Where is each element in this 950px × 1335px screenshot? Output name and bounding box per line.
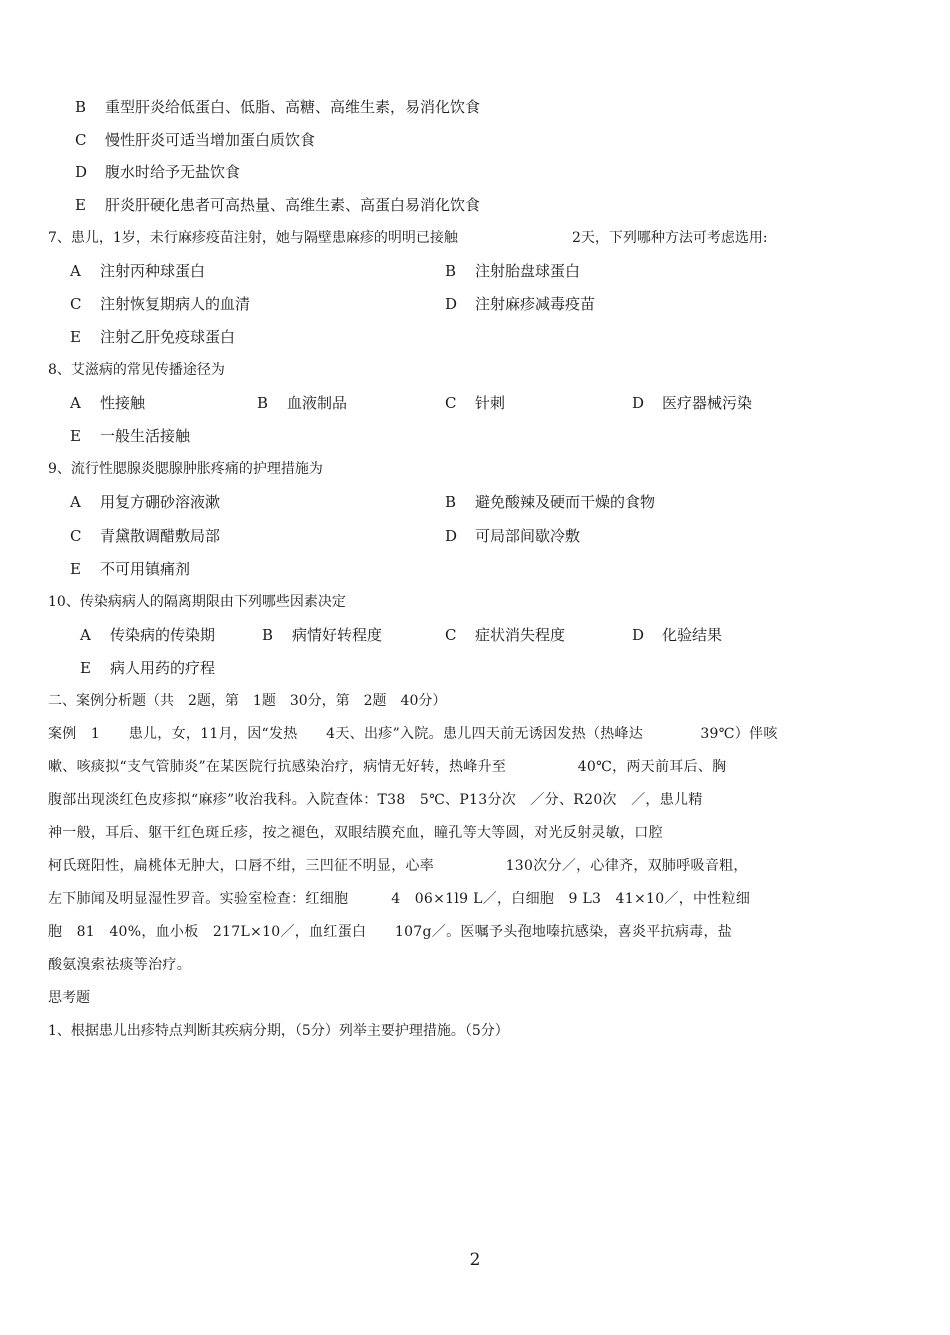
q6-option-d: D 腹水时给予无盐饮食 (75, 163, 241, 181)
case-line-3: 腹部出现淡红色皮疹拟“麻疹”收治我科。入院查体：T38 5℃、P13分次 ／分、R20次 ／，患儿精 (48, 792, 703, 808)
q9-stem: 9、流行性腮腺炎腮腺肿胀疼痛的护理措施为 (48, 461, 323, 477)
case-line-8: 酸氨溴索祛痰等治疗。 (48, 957, 191, 973)
q6-option-e: E 肝炎肝硬化患者可高热量、高维生素、高蛋白易消化饮食 (75, 196, 481, 214)
q9-option-b: B 避免酸辣及硬而干燥的食物 (445, 493, 656, 511)
q8-option-d: D 医疗器械污染 (632, 394, 753, 412)
case-line-2: 嗽、咳痰拟“支气管肺炎”在某医院行抗感染治疗，病情无好转，热峰升至 40℃，两天前耳后、胸 (48, 759, 727, 775)
q8-option-c: C 针刺 (445, 394, 506, 412)
q9-option-e: E 不可用镇痛剂 (70, 560, 191, 578)
q7-option-a: A 注射丙种球蛋白 (70, 262, 206, 280)
q6-option-b: B 重型肝炎给低蛋白、低脂、高糖、高维生素，易消化饮食 (75, 98, 481, 116)
q8-option-a: A 性接触 (70, 394, 146, 412)
case-line-1: 案例 1 患儿，女，11月，因“发热 4天、出疹”入院。患儿四天前无诱因发热（热峰达 39℃）伴咳 (48, 726, 778, 742)
q7-stem: 7、患儿，1岁，未行麻疹疫苗注射，她与隔壁患麻疹的明明已接触 (48, 230, 458, 246)
q8-stem: 8、艾滋病的常见传播途径为 (48, 362, 225, 378)
case-line-5: 柯氏斑阳性，扁桃体无肿大，口唇不绀，三凹征不明显，心率 130次分／，心律齐，双肺呼吸音粗， (48, 858, 748, 874)
think-heading: 思考题 (48, 990, 90, 1006)
q10-option-c: C 症状消失程度 (445, 626, 566, 644)
q7-option-e: E 注射乙肝免疫球蛋白 (70, 328, 236, 346)
q10-option-b: B 病情好转程度 (262, 626, 383, 644)
q7-option-d: D 注射麻疹减毒疫苗 (445, 295, 596, 313)
q9-option-a: A 用复方硼砂溶液漱 (70, 493, 221, 511)
q10-option-a: A 传染病的传染期 (80, 626, 216, 644)
q10-option-d: D 化验结果 (632, 626, 723, 644)
q7-option-b: B 注射胎盘球蛋白 (445, 262, 581, 280)
case-line-6: 左下肺闻及明显湿性罗音。实验室检查：红细胞 4 06×1l9 L／，白细胞 9 L3 41×10／，中性粒细 (48, 891, 751, 907)
case-line-7: 胞 81 40%，血小板 217L×10／，血红蛋白 107g／。医嘱予头孢地嗪抗感染，喜炎平抗病毒，盐 (48, 924, 733, 940)
q9-option-c: C 青黛散调醋敷局部 (70, 527, 221, 545)
q6-option-c: C 慢性肝炎可适当增加蛋白质饮食 (75, 131, 316, 149)
q10-stem: 10、传染病病人的隔离期限由下列哪些因素决定 (48, 594, 346, 610)
q8-option-e: E 一般生活接触 (70, 427, 191, 445)
section2-heading: 二、案例分析题（共 2题，第 1题 30分，第 2题 40分） (48, 693, 447, 709)
case-line-4: 神一般，耳后、躯干红色斑丘疹，按之褪色，双眼结膜充血，瞳孔等大等圆，对光反射灵敏，口腔 (48, 825, 663, 841)
q9-option-d: D 可局部间歇冷敷 (445, 527, 581, 545)
q8-option-b: B 血液制品 (257, 394, 348, 412)
q7-option-c: C 注射恢复期病人的血清 (70, 295, 251, 313)
q10-option-e: E 病人用药的疗程 (80, 659, 216, 677)
page-number: 2 (469, 1250, 481, 1270)
think-question-1: 1、根据患儿出疹特点判断其疾病分期，（5分）列举主要护理措施。（5分） (48, 1023, 509, 1039)
q7-stem-tail: 2天，下列哪种方法可考虑选用: (572, 230, 768, 246)
